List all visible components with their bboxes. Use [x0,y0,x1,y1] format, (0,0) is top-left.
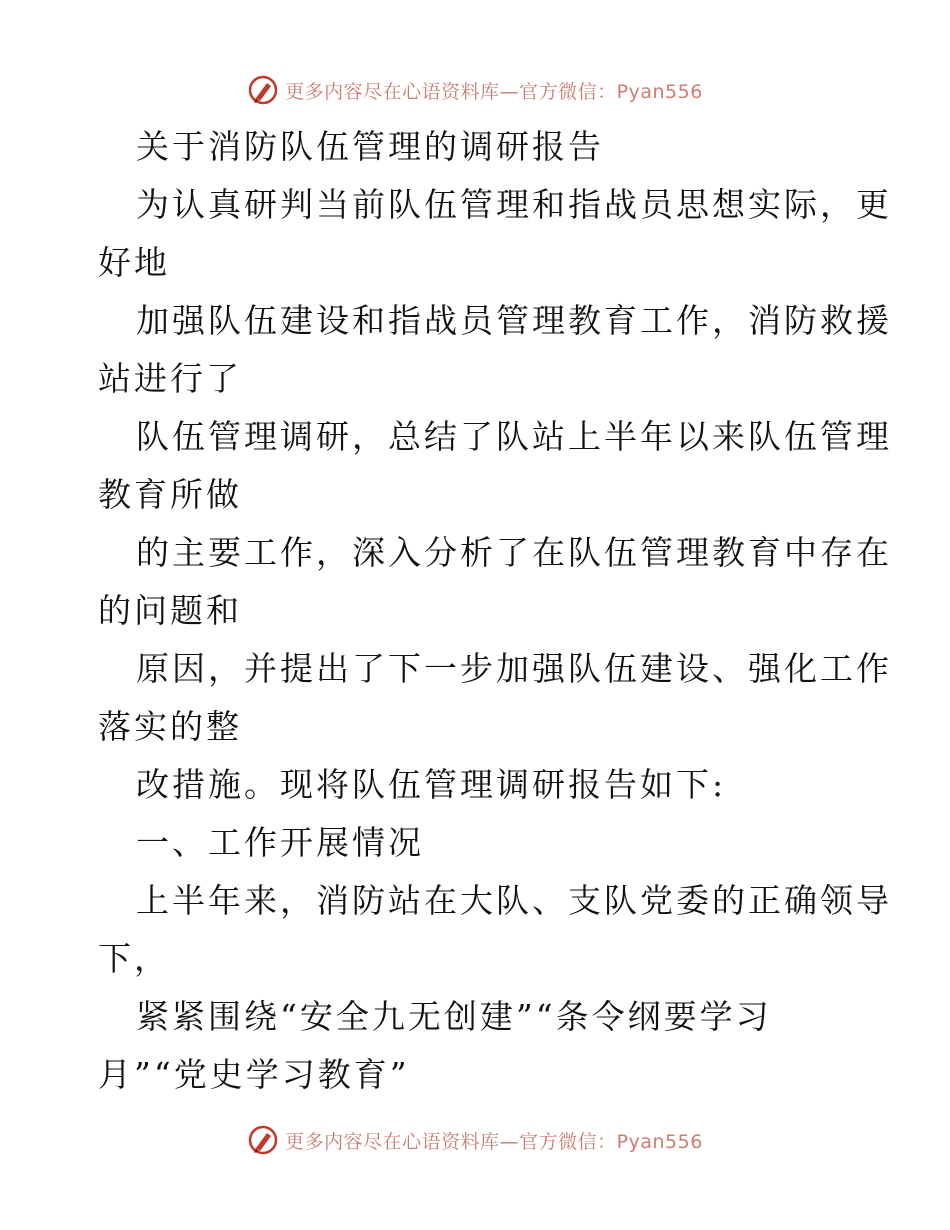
text-line: 加强队伍建设和指战员管理教育工作，消防救援 [136,301,892,340]
text-line: 原因，并提出了下一步加强队伍建设、强化工作 [136,649,892,688]
text-line: 下， [98,939,170,978]
text-line: 的主要工作，深入分析了在队伍管理教育中存在 [136,533,892,572]
text-line: 紧紧围绕“安全九无创建”“条令纲要学习 [136,997,772,1036]
watermark-header [0,70,950,110]
text-line: 教育所做 [98,475,242,514]
watermark-text: 更多内容尽在心语资料库—官方微信：Pyan556 [285,1130,703,1153]
pen-logo-icon [247,1124,279,1156]
text-line: 一、工作开展情况 [136,823,424,862]
text-line: 站进行了 [98,359,242,398]
text-line: 的问题和 [98,591,242,630]
text-line: 上半年来，消防站在大队、支队党委的正确领导 [136,881,892,920]
watermark-footer [0,1120,950,1160]
text-line: 落实的整 [98,707,242,746]
pen-logo-icon [247,74,279,106]
text-line: 好地 [98,243,170,282]
text-line: 改措施。现将队伍管理调研报告如下: [136,765,727,804]
watermark-text: 更多内容尽在心语资料库—官方微信：Pyan556 [285,80,703,103]
document-body [98,118,892,1104]
text-line: 为认真研判当前队伍管理和指战员思想实际，更 [136,185,892,224]
text-line: 队伍管理调研，总结了队站上半年以来队伍管理 [136,417,892,456]
text-line: 月”“党史学习教育” [98,1055,410,1094]
document-title: 关于消防队伍管理的调研报告 [136,127,604,166]
